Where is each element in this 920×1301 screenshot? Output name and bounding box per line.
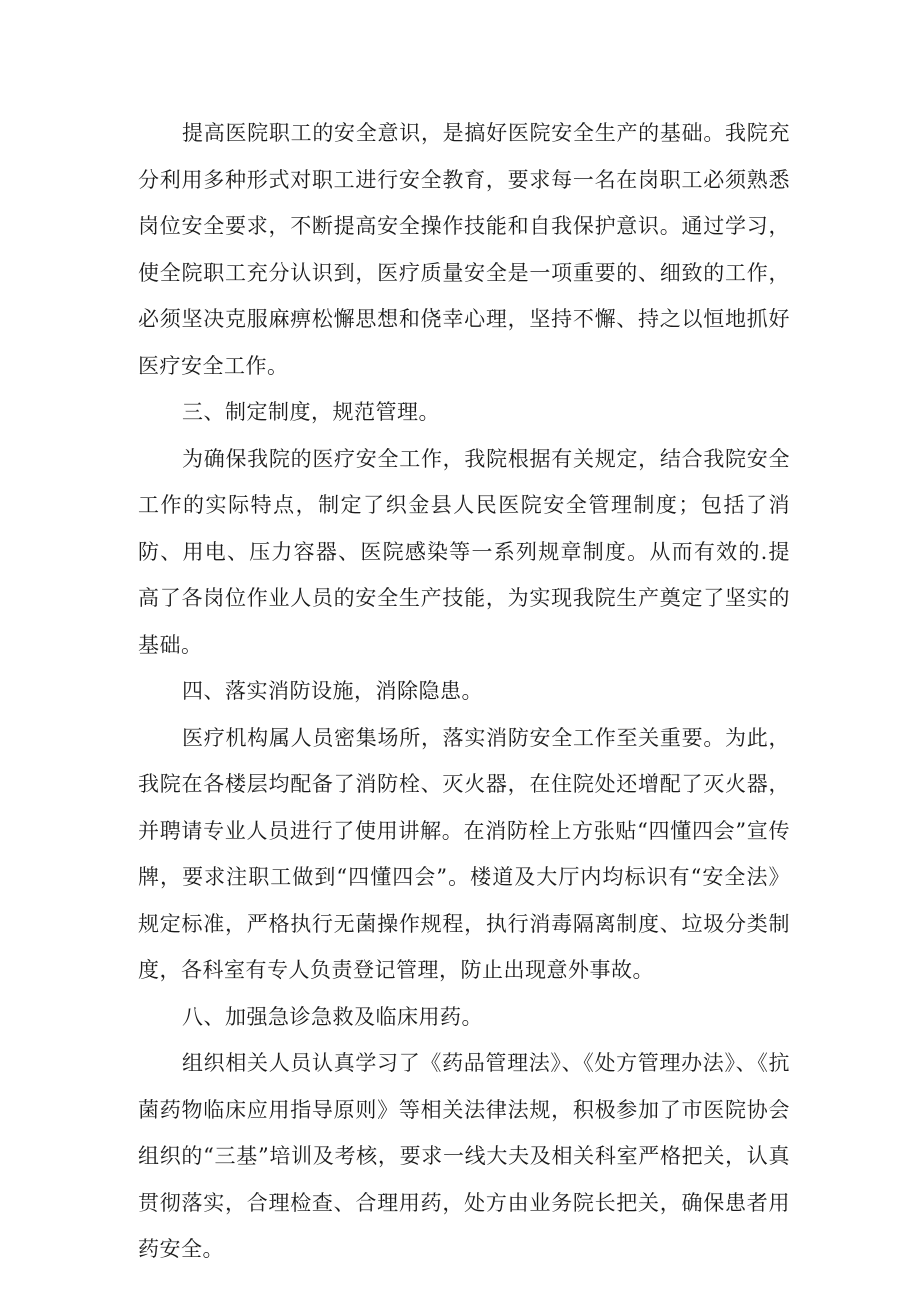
section-heading-8: 八、加强急诊急救及临床用药。: [182, 1004, 483, 1029]
paragraph-regulations: 为确保我院的医疗安全工作，我院根据有关规定，结合我院安全工作的实际特点，制定了织金县人民医院安全管理制度；包括了消防、用电、压力容器、医院感染等一系列规章制度。从而有效的.提高了各岗位作业人员的安全生产技能，为实现我院生产奠定了坚实的基础。: [138, 446, 790, 657]
document-body: [138, 110, 790, 1273]
section-heading-4: 四、落实消防设施，消除隐患。: [182, 679, 483, 703]
paragraph-safety-awareness: 提高医院职工的安全意识，是搞好医院安全生产的基础。我院充分利用多种形式对职工进行安全教育，要求每一名在岗职工必须熟悉岗位安全要求，不断提高安全操作技能和自我保护意识。通过学习，使全院职工充分认识到，医疗质量安全是一项重要的、细致的工作，必须坚决克服麻痹松懈思想和侥幸心理，坚持不懈、持之以恒地抓好医疗安全工作。: [138, 121, 790, 378]
section-heading-3: 三、制定制度，规范管理。: [182, 400, 440, 424]
paragraph-emergency-medication: 组织相关人员认真学习了《药品管理法》、《处方管理办法》、《抗菌药物临床应用指导原则》等相关法律法规，积极参加了市医院协会组织的“三基”培训及考核，要求一线大夫及相关科室严格把关，认真贯彻落实，合理检查、合理用药，处方由业务院长把关，确保患者用药安全。: [138, 1051, 790, 1261]
paragraph-fire-safety: 医疗机构属人员密集场所，落实消防安全工作至关重要。为此，我院在各楼层均配备了消防栓、灭火器，在住院处还增配了灭火器，并聘请专业人员进行了使用讲解。在消防栓上方张贴“四懂四会”宣传牌，要求注职工做到“四懂四会”。楼道及大厅内均标识有“安全法》规定标准，严格执行无菌操作规程，执行消毒隔离制度、垃圾分类制度，各科室有专人负责登记管理，防止出现意外事故。: [138, 725, 790, 982]
